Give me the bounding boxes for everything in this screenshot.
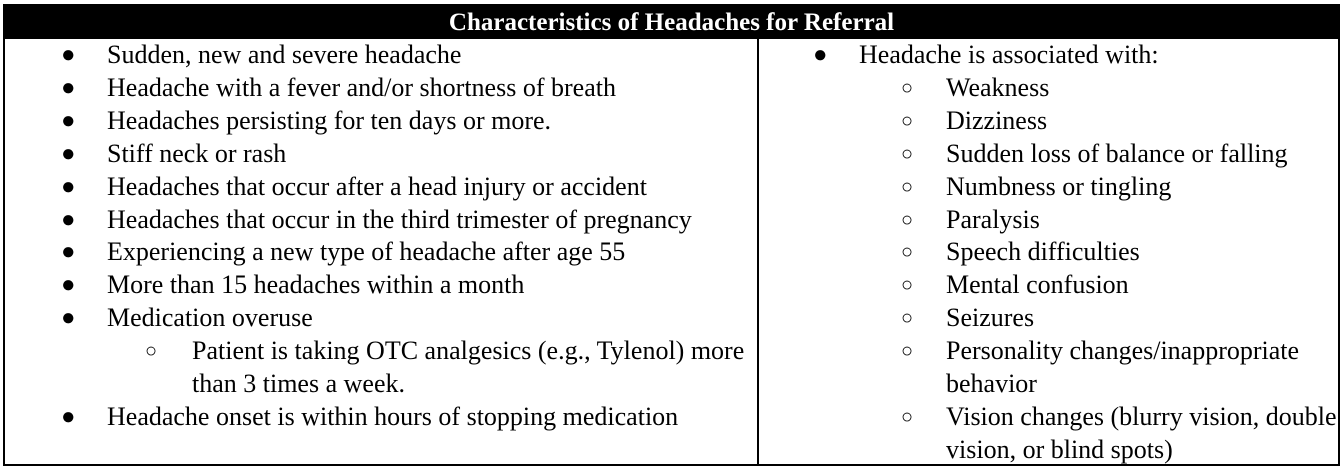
circle-bullet-icon: ○ [901, 76, 914, 99]
sub-list-item [759, 401, 1338, 467]
sub-list-item-text: Seizures [946, 303, 1035, 333]
list-item-text: Headache with a fever and/or shortness of breath [107, 72, 616, 102]
circle-bullet-icon: ○ [901, 208, 914, 231]
sub-list-item [759, 302, 1338, 335]
sub-list-item [759, 105, 1338, 138]
list-item-text: Stiff neck or rash [107, 138, 287, 168]
sub-list-item [759, 171, 1338, 204]
list-item-text: Headache onset is within hours of stopping medication [107, 401, 679, 431]
sub-list-item-text: Personality changes/inappropriate behavior [946, 336, 1300, 399]
sub-list-item-text: Patient is taking OTC analgesics (e.g., Tylenol) more than 3 times a week. [192, 336, 745, 399]
sub-list-item-text: Sudden loss of balance or falling [946, 138, 1288, 168]
sub-list-item [759, 138, 1338, 171]
bullet-icon: ● [61, 272, 76, 299]
list-item-text: More than 15 headaches within a month [107, 270, 525, 300]
list-item [5, 269, 757, 302]
sub-list-item-text: Weakness [946, 72, 1050, 102]
list-item-text: Experiencing a new type of headache after age 55 [107, 237, 626, 267]
list-item-text: Headaches persisting for ten days or more. [107, 105, 552, 135]
list-item-text: Medication overuse [107, 303, 313, 333]
circle-bullet-icon: ○ [901, 175, 914, 198]
right-column [759, 39, 1338, 464]
referral-table [3, 4, 1340, 466]
bullet-icon: ● [61, 107, 76, 134]
bullet-icon: ● [61, 140, 76, 167]
bullet-icon: ● [61, 173, 76, 200]
sub-list-item [759, 72, 1338, 105]
bullet-icon: ● [61, 74, 76, 101]
list-item-text: Headaches that occur after a head injury or accident [107, 171, 647, 201]
referral-criteria-list [5, 39, 757, 434]
sub-list-item-text: Speech difficulties [946, 237, 1140, 267]
list-item-text: Headaches that occur in the third trimester of pregnancy [107, 204, 692, 234]
list-item-text: Headache is associated with: [859, 40, 1159, 69]
list-item [5, 138, 757, 171]
circle-bullet-icon: ○ [901, 109, 914, 132]
table-title: Characteristics of Headaches for Referral [5, 6, 1338, 39]
list-item [5, 105, 757, 138]
sub-list-item [759, 236, 1338, 269]
circle-bullet-icon: ○ [901, 307, 914, 330]
sub-list-item-text: Dizziness [946, 105, 1048, 135]
bullet-icon: ● [813, 42, 828, 68]
sub-list-item-text: Mental confusion [946, 270, 1129, 300]
list-item [5, 204, 757, 237]
left-column [5, 39, 759, 464]
list-item [5, 171, 757, 204]
circle-bullet-icon: ○ [901, 142, 914, 165]
sub-list-item [759, 335, 1338, 401]
bullet-icon: ● [61, 206, 76, 233]
circle-bullet-icon: ○ [901, 405, 914, 428]
list-item [5, 236, 757, 269]
list-item-text: Sudden, new and severe headache [107, 40, 462, 69]
list-item [5, 39, 757, 72]
circle-bullet-icon: ○ [145, 340, 158, 363]
list-item [759, 39, 1338, 72]
list-item [5, 302, 757, 335]
bullet-icon: ● [61, 305, 76, 332]
sub-list-item-text: Paralysis [946, 204, 1040, 234]
sub-list-item [759, 269, 1338, 302]
sub-list-item-text: Numbness or tingling [946, 171, 1172, 201]
circle-bullet-icon: ○ [901, 274, 914, 297]
associated-symptoms-list [759, 39, 1338, 467]
bullet-icon: ● [61, 403, 76, 430]
list-item [5, 401, 757, 434]
bullet-icon: ● [61, 42, 76, 68]
sub-list-item [5, 335, 757, 401]
circle-bullet-icon: ○ [901, 241, 914, 264]
sub-list-item [759, 204, 1338, 237]
sub-list-item-text: Vision changes (blurry vision, double vision, or blind spots) [946, 401, 1337, 464]
circle-bullet-icon: ○ [901, 340, 914, 363]
list-item [5, 72, 757, 105]
bullet-icon: ● [61, 239, 76, 266]
